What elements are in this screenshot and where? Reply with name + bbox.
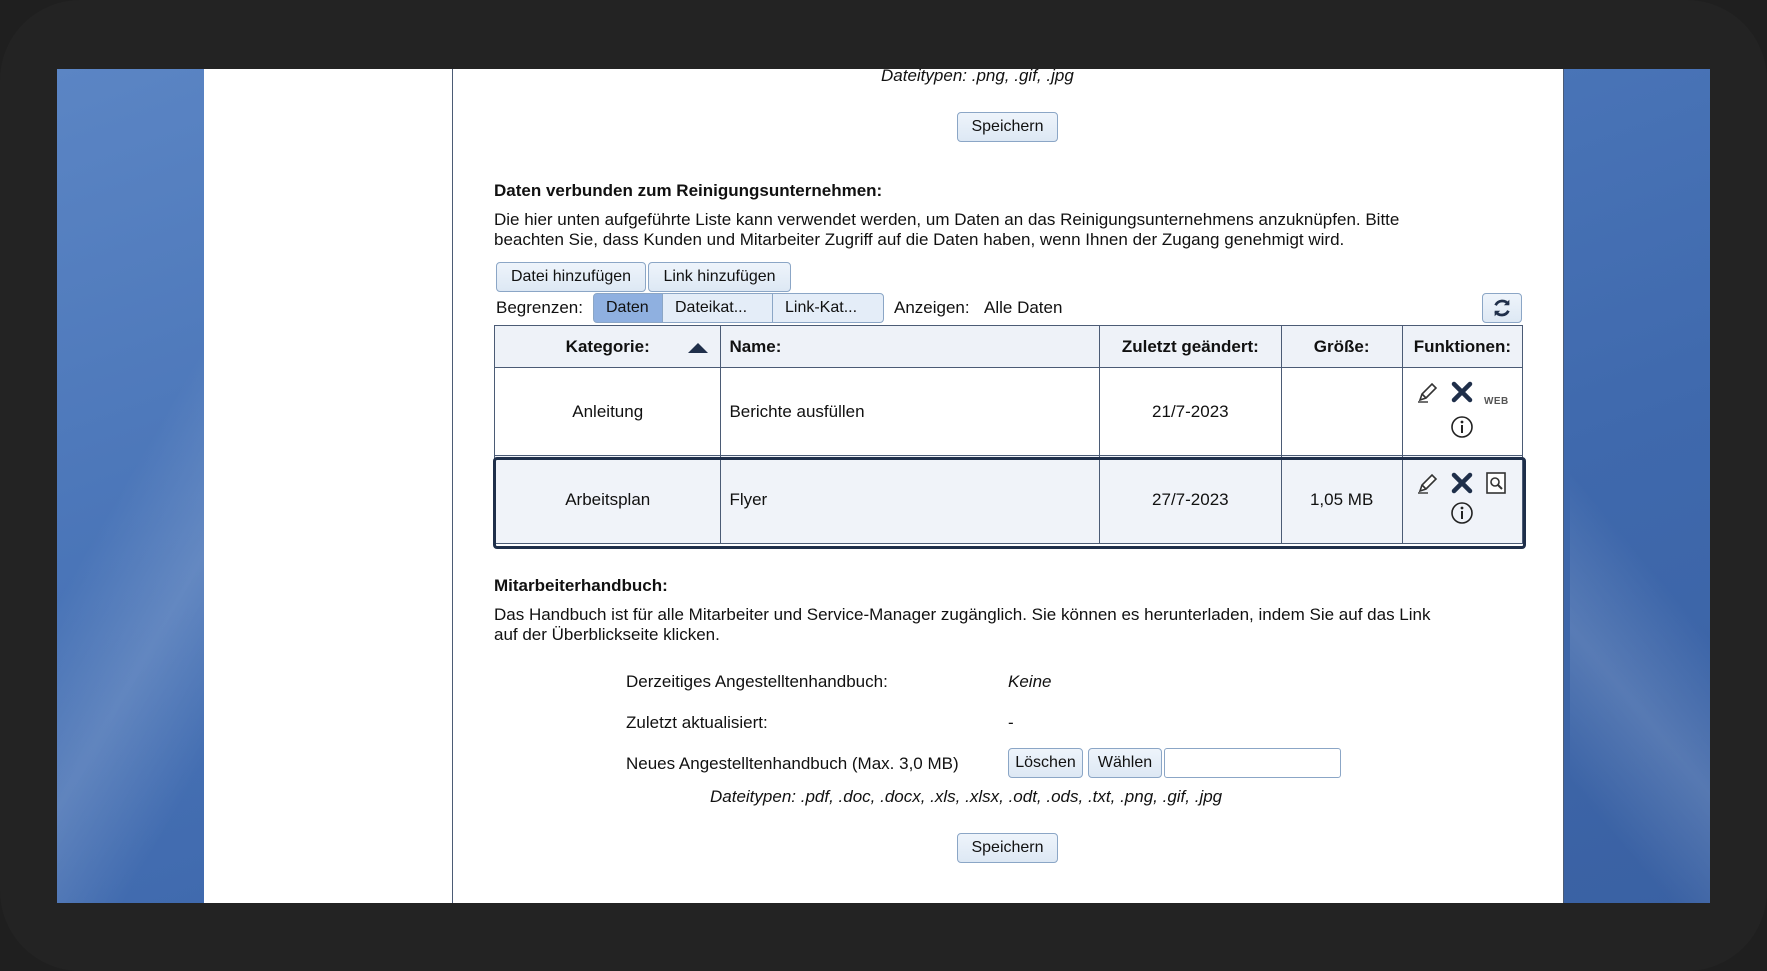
handbook-description-1: Das Handbuch ist für alle Mitarbeiter und Service-Manager zugänglich. Sie können es herunterladen, indem Sie auf das Link bbox=[494, 605, 1431, 624]
show-label: Anzeigen: bbox=[894, 298, 970, 317]
last-updated-value: - bbox=[1008, 713, 1014, 732]
filter-dateikategorie[interactable]: Dateikat... bbox=[662, 293, 773, 323]
cell-modified: 27/7-2023 bbox=[1100, 456, 1281, 544]
cell-functions bbox=[1402, 456, 1522, 544]
col-size[interactable]: Größe: bbox=[1281, 326, 1402, 368]
col-functions: Funktionen: bbox=[1402, 326, 1522, 368]
col-category-label: Kategorie: bbox=[565, 336, 650, 356]
cell-category: Arbeitsplan bbox=[495, 456, 721, 544]
filter-daten[interactable]: Daten bbox=[593, 293, 663, 323]
preview-icon[interactable] bbox=[1483, 470, 1509, 496]
cell-name: Flyer bbox=[721, 456, 1100, 544]
last-updated-label: Zuletzt aktualisiert: bbox=[626, 713, 768, 732]
cell-size: 1,05 MB bbox=[1281, 456, 1402, 544]
web-link-icon[interactable]: WEB bbox=[1483, 395, 1509, 407]
new-handbook-label: Neues Angestelltenhandbuch (Max. 3,0 MB) bbox=[626, 754, 959, 773]
cell-name: Berichte ausfüllen bbox=[721, 368, 1100, 456]
delete-x-icon[interactable] bbox=[1449, 470, 1475, 496]
limit-label: Begrenzen: bbox=[496, 298, 583, 317]
show-value: Alle Daten bbox=[984, 298, 1063, 317]
desktop-wallpaper-right bbox=[1570, 449, 1710, 903]
current-handbook-value: Keine bbox=[1008, 672, 1052, 691]
col-category[interactable] bbox=[495, 326, 721, 368]
cell-category: Anleitung bbox=[495, 368, 721, 456]
table-row[interactable] bbox=[495, 456, 1523, 544]
previous-filetypes-note: Dateitypen: .png, .gif, .jpg bbox=[881, 66, 1074, 85]
cell-modified: 21/7-2023 bbox=[1100, 368, 1281, 456]
current-handbook-label: Derzeitiges Angestelltenhandbuch: bbox=[626, 672, 888, 691]
handbook-description-2: auf der Überblickseite klicken. bbox=[494, 625, 720, 644]
info-icon[interactable] bbox=[1449, 500, 1475, 526]
add-file-button[interactable]: Datei hinzufügen bbox=[496, 262, 646, 292]
table-row[interactable] bbox=[495, 368, 1523, 456]
handbook-heading: Mitarbeiterhandbuch: bbox=[494, 576, 668, 595]
col-modified[interactable]: Zuletzt geändert: bbox=[1100, 326, 1281, 368]
refresh-icon bbox=[1491, 297, 1513, 319]
save-button-bottom[interactable]: Speichern bbox=[957, 833, 1058, 863]
left-panel bbox=[204, 69, 452, 903]
data-section-description-1: Die hier unten aufgeführte Liste kann verwendet werden, um Daten an das Reinigungsunternehmens anzuknüpfen. Bitte bbox=[494, 210, 1400, 229]
data-section-heading: Daten verbunden zum Reinigungsunternehmen: bbox=[494, 181, 883, 200]
save-button-top[interactable]: Speichern bbox=[957, 112, 1058, 142]
cell-functions bbox=[1402, 368, 1522, 456]
sort-ascending-icon bbox=[688, 343, 708, 353]
refresh-button[interactable] bbox=[1482, 293, 1522, 323]
col-name[interactable]: Name: bbox=[721, 326, 1100, 368]
desktop-wallpaper bbox=[57, 349, 217, 903]
handbook-filetypes-note: Dateitypen: .pdf, .doc, .docx, .xls, .xlsx, .odt, .ods, .txt, .png, .gif, .jpg bbox=[710, 787, 1223, 806]
filter-linkkategorie[interactable]: Link-Kat... bbox=[772, 293, 884, 323]
edit-pencil-icon[interactable] bbox=[1415, 379, 1441, 405]
delete-button[interactable]: Löschen bbox=[1008, 748, 1083, 778]
add-link-button[interactable]: Link hinzufügen bbox=[648, 262, 791, 292]
files-table bbox=[494, 325, 1523, 544]
edit-pencil-icon[interactable] bbox=[1415, 470, 1441, 496]
file-name-input[interactable] bbox=[1164, 748, 1341, 778]
delete-x-icon[interactable] bbox=[1449, 379, 1475, 405]
choose-button[interactable]: Wählen bbox=[1088, 748, 1162, 778]
data-section-description-2: beachten Sie, dass Kunden und Mitarbeiter Zugriff auf die Daten haben, wenn Ihnen der Zugang genehmigt wird. bbox=[494, 230, 1345, 249]
info-icon[interactable] bbox=[1449, 414, 1475, 440]
cell-size bbox=[1281, 368, 1402, 456]
